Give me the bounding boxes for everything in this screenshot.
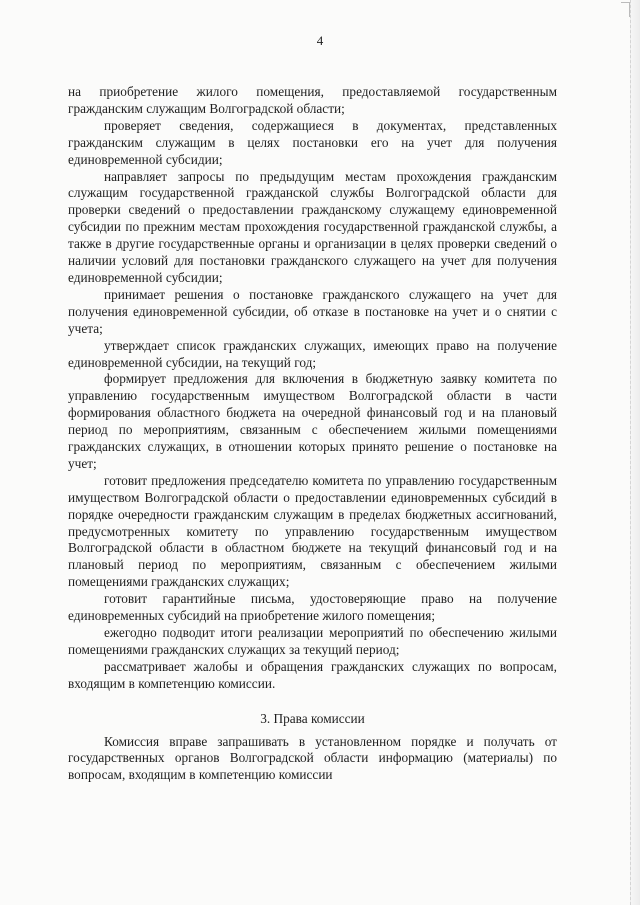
scan-edge-shadow — [630, 0, 640, 905]
paragraph-makes-decisions: принимает решения о постановке гражданского служащего на учет для получения единовременной субсидии, об отказе в постановке на учет и о снятии с учета; — [68, 286, 557, 336]
paragraph-approves-list: утверждает список гражданских служащих, имеющих право на получение единовременной субсидии, на текущий год; — [68, 337, 557, 370]
paragraph-verifies-info: проверяет сведения, содержащиеся в документах, представленных гражданским служащим в целях постановки его на учет для получения единовременной субсидии; — [68, 117, 557, 167]
paragraph-sends-requests: направляет запросы по предыдущим местам прохождения гражданским служащим государственной гражданской службы Волгоградской области для проверки сведений о предоставлении гражданскому служащему единовременной субсидии по прежним местам прохождения государственной гражданской службы, а также в другие государственные органы и организации в целях проверки сведений о наличии условий для постановки гражданского служащего на учет для получения единовременной субсидии; — [68, 168, 557, 285]
paragraph-budget-proposals: формирует предложения для включения в бюджетную заявку комитета по управлению государственным имуществом Волгоградской области в части формирования областного бюджета на очередной финансовый год и на плановый период по мероприятиям, связанным с обеспечением жилыми помещениями гражданских служащих, в отношении которых принято решение о постановке на учет; — [68, 371, 557, 471]
paragraph-continuation: на приобретение жилого помещения, предоставляемой государственным гражданским служащим Волгоградской области; — [68, 84, 557, 116]
page-number: 4 — [316, 33, 324, 48]
paragraph-guarantee-letters: готовит гарантийные письма, удостоверяющие право на получение единовременных субсидий на приобретение жилого помещения; — [68, 591, 557, 624]
scan-corner-mark — [621, 2, 630, 17]
paragraph-annual-summary: ежегодно подводит итоги реализации мероприятий по обеспечению жилыми помещениями гражданских служащих за текущий период; — [68, 625, 557, 657]
document-body — [68, 84, 557, 784]
section-paragraph: Комиссия вправе запрашивать в установленном порядке и получать от государственных органов Волгоградской области информацию (материалы) по вопросам, входящим в компетенцию комиссии — [68, 733, 557, 783]
paragraph-complaints: рассматривает жалобы и обращения гражданских служащих по вопросам, входящим в компетенцию комиссии. — [68, 658, 557, 691]
paragraph-prepares-proposals: готовит предложения председателю комитета по управлению государственным имуществом Волгоградской области о предоставлении единовременных субсидий в порядке очередности гражданским служащим в пределах бюджетных ассигнований, предусмотренных комитету по управлению государственным имуществом Волгоградской области в областном бюджете на текущий финансовый год и на плановый период по мероприятиям, связанным с обеспечением жилыми помещениями гражданских служащих; — [68, 472, 557, 590]
section-heading: 3. Права комиссии — [260, 710, 365, 726]
